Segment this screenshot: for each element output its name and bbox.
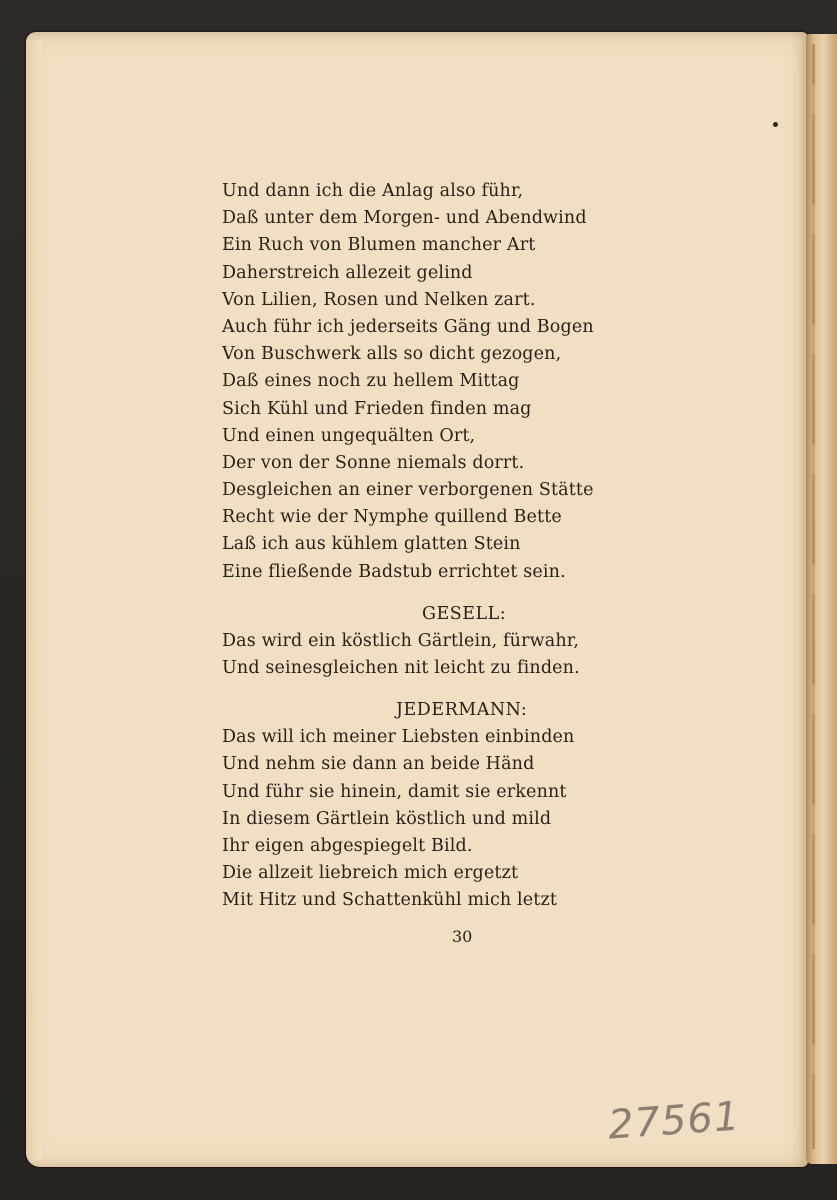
verse-line: Desgleichen an einer verborgenen Stätte [222, 480, 594, 501]
verse-line: Die allzeit liebreich mich ergetzt [222, 863, 519, 884]
inventory-number: 27561 [606, 1093, 742, 1149]
verse-line: Daherstreich allezeit gelind [222, 262, 473, 283]
verse-line: Eine fließende Badstub errichtet sein. [222, 561, 566, 582]
verse-line: Und dann ich die Anlag also führ, [222, 181, 524, 201]
speaker-heading-gesell: GESELL: [422, 603, 507, 624]
verse-line: Und seinesgleichen nit leicht zu finden. [222, 658, 580, 678]
verse-line: Mit Hitz und Schattenkühl mich letzt [222, 890, 558, 911]
verse-line: Von Lilien, Rosen und Nelken zart. [222, 289, 536, 310]
verse-line: Sich Kühl und Frieden finden mag [222, 398, 532, 419]
verse-line: Und nehm sie dann an beide Händ [222, 754, 535, 775]
poem-text [222, 178, 622, 915]
verse-line: Laß ich aus kühlem glatten Stein [222, 534, 521, 555]
page-number: 30 [452, 927, 473, 946]
verse-block-3 [222, 724, 622, 914]
page-left-edge [26, 40, 42, 1160]
adjacent-page-edge [806, 34, 837, 1164]
verse-line: Von Buschwerk alls so dicht gezogen, [222, 344, 562, 365]
verse-line: Auch führ ich jederseits Gäng und Bogen [222, 316, 594, 337]
verse-line: Und einen ungequälten Ort, [222, 425, 476, 446]
verse-line: Recht wie der Nymphe quillend Bette [222, 507, 562, 528]
verse-line: In diesem Gärtlein köstlich und mild [222, 808, 552, 829]
verse-line: Das wird ein köstlich Gärtlein, fürwahr, [222, 630, 580, 651]
verse-block-1 [222, 178, 622, 586]
ink-dot [773, 122, 778, 127]
verse-line: Und führ sie hinein, damit sie erkennt [222, 781, 567, 802]
verse-line: Daß eines noch zu hellem Mittag [222, 371, 520, 392]
verse-line: Der von der Sonne niemals dorrt. [222, 452, 525, 473]
verse-line: Ein Ruch von Blumen mancher Art [222, 235, 536, 256]
verse-line: Das will ich meiner Liebsten einbinden [222, 727, 575, 748]
speaker-heading-jedermann: JEDERMANN: [396, 700, 528, 721]
verse-line: Daß unter dem Morgen- und Abendwind [222, 208, 587, 229]
verse-line: Ihr eigen abgespiegelt Bild. [222, 835, 473, 856]
verse-block-2 [222, 628, 622, 682]
